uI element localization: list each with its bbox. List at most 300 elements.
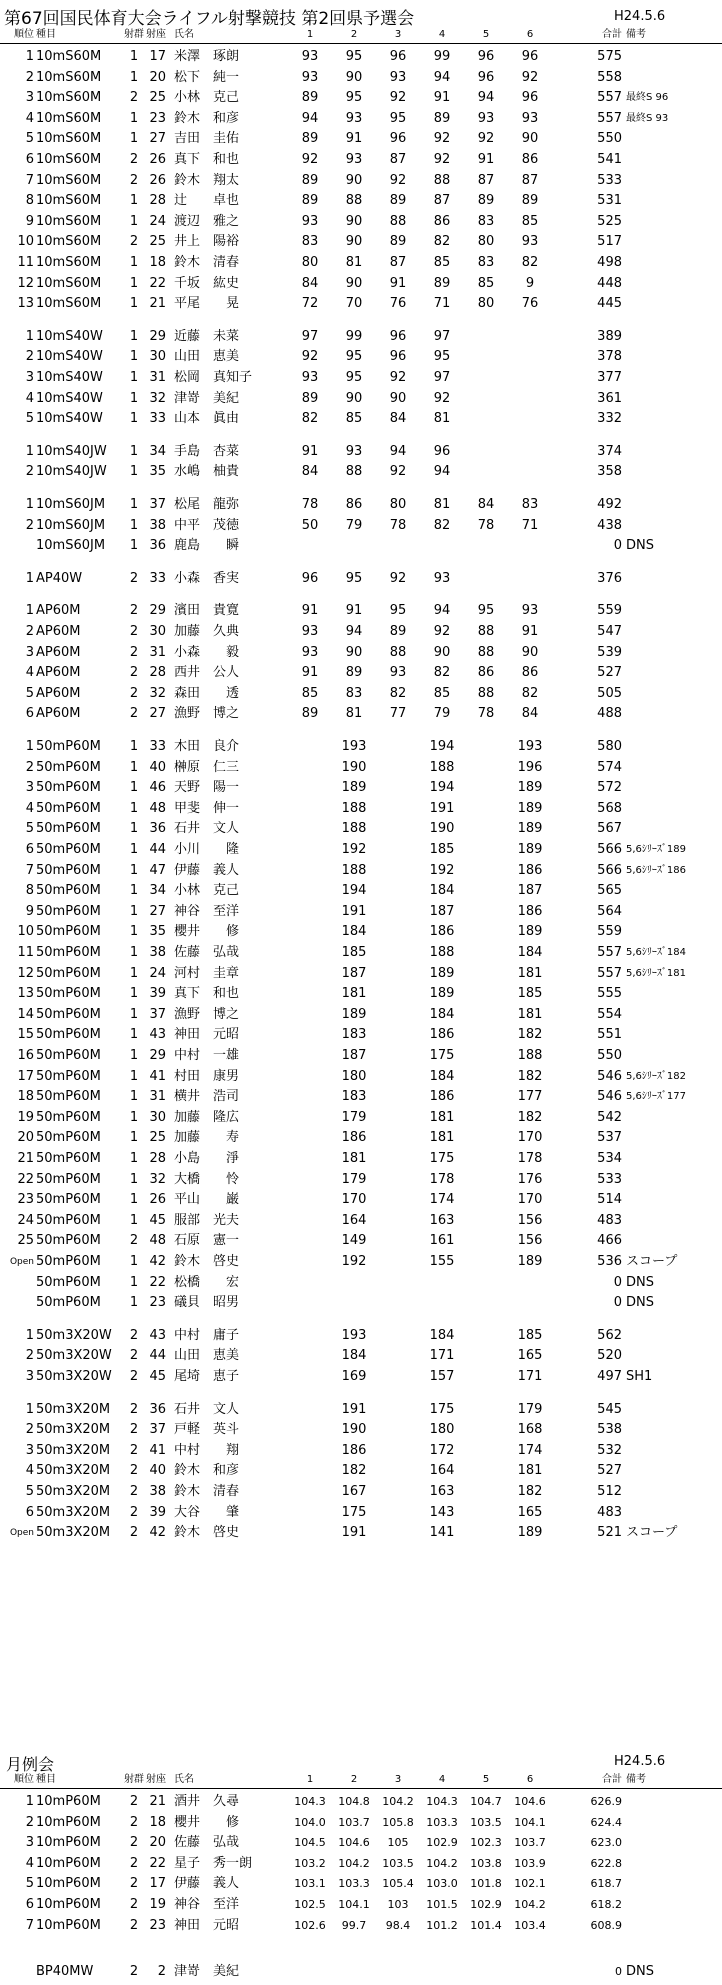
header-s1: 1 — [306, 1774, 314, 1785]
table-row — [0, 1211, 722, 1232]
cell-s2: 95 — [345, 370, 363, 385]
cell-s5: 91 — [477, 152, 495, 167]
cell-s2: 191 — [341, 1525, 367, 1541]
cell-lane: 20 — [149, 1835, 166, 1851]
header-s4: 4 — [438, 29, 446, 40]
cell-s4: 88 — [433, 172, 451, 188]
cell-name: 星子 秀一朗 — [174, 1855, 253, 1871]
cell-note: 5,6ｼﾘｰｽﾞ186 — [626, 864, 686, 876]
cell-s4: 186 — [429, 1089, 455, 1105]
cell-group: 1 — [129, 131, 139, 147]
table-row — [0, 1252, 722, 1273]
cell-event: 50mP60M — [36, 965, 101, 981]
cell-rank: 15 — [17, 1027, 34, 1043]
cell-s2: 187 — [341, 965, 367, 981]
cell-s4: 102.9 — [426, 1836, 458, 1850]
cell-s6: 178 — [517, 1151, 543, 1166]
cell-name: 加藤 久典 — [174, 624, 240, 639]
cell-group: 1 — [129, 443, 139, 459]
cell-s5: 80 — [477, 296, 495, 312]
cell-s6: 89 — [521, 193, 539, 209]
table-row — [0, 799, 722, 820]
cell-total: 575 — [597, 49, 622, 64]
cell-s4: 191 — [429, 800, 455, 816]
cell-s6: 189 — [517, 821, 543, 837]
cell-event: AP60M — [36, 706, 81, 722]
cell-s3: 103.5 — [382, 1856, 414, 1870]
cell-s6: 189 — [517, 1254, 543, 1269]
cell-s3: 95 — [389, 110, 407, 126]
monthly-section-title: 月例会 — [6, 1755, 55, 1774]
cell-rank: 11 — [17, 945, 34, 960]
cell-lane: 45 — [149, 1212, 166, 1228]
cell-event: 50mP60M — [36, 1151, 101, 1166]
cell-s2: 183 — [341, 1027, 367, 1043]
cell-rank: 1 — [25, 49, 34, 64]
table-row — [0, 984, 722, 1005]
cell-s6: 165 — [517, 1504, 543, 1520]
cell-s6: 187 — [517, 883, 543, 899]
cell-lane: 23 — [149, 110, 166, 126]
cell-name: 平山 巌 — [174, 1192, 240, 1208]
cell-s1: 94 — [301, 110, 319, 126]
cell-name: 手島 杏菜 — [174, 443, 240, 459]
cell-s6: 182 — [517, 1109, 543, 1125]
cell-group: 1 — [129, 69, 139, 85]
cell-s6: 90 — [521, 644, 539, 660]
table-row — [0, 347, 722, 368]
cell-s1: 104.3 — [294, 1795, 326, 1808]
cell-s4: 194 — [429, 739, 455, 754]
cell-event: 50mP60M — [36, 1192, 101, 1208]
table-row — [0, 1441, 722, 1462]
cell-s1: 82 — [301, 411, 319, 427]
cell-s6: 83 — [521, 497, 539, 512]
cell-total: 538 — [597, 1422, 622, 1438]
cell-s5: 89 — [477, 193, 495, 209]
cell-lane: 44 — [149, 842, 166, 857]
cell-s3: 93 — [389, 69, 407, 85]
cell-event: 50mP60M — [36, 1130, 101, 1146]
cell-s5: 102.3 — [470, 1836, 502, 1850]
cell-event: 10mS60M — [36, 69, 102, 85]
cell-event: 10mS40W — [36, 349, 103, 365]
cell-s4: 184 — [429, 883, 455, 899]
cell-lane: 31 — [149, 644, 166, 660]
cell-s1: 91 — [301, 443, 319, 459]
cell-event: 10mS60M — [36, 90, 102, 106]
cell-event: 10mP60M — [36, 1855, 101, 1871]
cell-s6: 189 — [517, 1525, 543, 1541]
table-row — [0, 1231, 722, 1252]
cell-name: 津嵜 美紀 — [174, 1964, 240, 1980]
cell-event: AP60M — [36, 665, 81, 681]
cell-group: 2 — [129, 1917, 139, 1933]
cell-s4: 184 — [429, 1068, 455, 1084]
cell-group: 1 — [129, 1048, 139, 1063]
cell-s4: 187 — [429, 903, 455, 919]
table-row — [0, 1895, 722, 1916]
cell-event: 50mP60M — [36, 780, 101, 796]
cell-s4: 186 — [429, 924, 455, 940]
cell-note: DNS — [626, 1295, 654, 1311]
cell-s2: 181 — [341, 1151, 367, 1166]
cell-lane: 29 — [149, 1048, 166, 1063]
cell-s2: 194 — [341, 883, 367, 899]
cell-s1: 92 — [301, 152, 319, 167]
cell-total: 555 — [597, 986, 622, 1002]
table-row — [0, 150, 722, 171]
cell-s6: 86 — [521, 152, 539, 167]
cell-s3: 92 — [389, 172, 407, 188]
cell-group: 1 — [129, 883, 139, 899]
cell-s5: 104.7 — [470, 1795, 502, 1808]
cell-group: 1 — [129, 1274, 139, 1290]
cell-total: 565 — [597, 883, 622, 899]
cell-lane: 17 — [149, 1876, 166, 1892]
cell-s2: 170 — [341, 1192, 367, 1208]
table-row — [0, 47, 722, 68]
cell-rank: 12 — [17, 275, 34, 291]
cell-s3: 94 — [389, 443, 407, 459]
cell-s2: 192 — [341, 842, 367, 857]
table-row — [0, 601, 722, 622]
cell-lane: 48 — [149, 1233, 166, 1249]
table-row — [0, 1833, 722, 1854]
cell-s2: 104.6 — [338, 1836, 370, 1850]
cell-name: 小森 毅 — [174, 644, 240, 660]
cell-lane: 26 — [149, 152, 166, 167]
cell-s6: 168 — [517, 1422, 543, 1438]
table-row — [0, 68, 722, 89]
cell-event: 50m3X20W — [36, 1327, 112, 1343]
table-row — [0, 1854, 722, 1875]
cell-s6: 181 — [517, 1463, 543, 1479]
cell-s4: 103.3 — [426, 1815, 458, 1829]
cell-s3: 92 — [389, 370, 407, 385]
cell-s2: 90 — [345, 390, 363, 406]
cell-event: 10mS40JW — [36, 464, 107, 480]
cell-total: 466 — [597, 1233, 622, 1249]
cell-s2: 179 — [341, 1109, 367, 1125]
cell-group: 2 — [129, 1855, 139, 1871]
cell-s4: 91 — [433, 90, 451, 106]
cell-event: 50mP60M — [36, 1233, 101, 1249]
cell-rank: 1 — [25, 603, 34, 619]
cell-event: 10mP60M — [36, 1876, 101, 1892]
cell-event: 10mS60M — [36, 110, 102, 126]
cell-rank: 6 — [25, 842, 34, 857]
cell-lane: 30 — [149, 624, 166, 639]
cell-total: 483 — [597, 1504, 622, 1520]
cell-total: 546 — [597, 1089, 622, 1105]
cell-event: 10mS60M — [36, 213, 102, 229]
cell-s6: 170 — [517, 1192, 543, 1208]
cell-s2: 89 — [345, 665, 363, 681]
cell-s6: 93 — [521, 110, 539, 126]
cell-total: 618.7 — [590, 1877, 622, 1891]
header-s5: 5 — [482, 1774, 490, 1785]
cell-total: 531 — [597, 193, 622, 209]
cell-event: 10mS60JM — [36, 497, 106, 512]
cell-group: 1 — [129, 275, 139, 291]
cell-s6: 91 — [521, 624, 539, 639]
cell-total: 0 — [615, 1965, 622, 1979]
cell-s4: 89 — [433, 275, 451, 291]
cell-s2: 183 — [341, 1089, 367, 1105]
cell-s2: 186 — [341, 1442, 367, 1458]
cell-name: 戸軽 英斗 — [174, 1422, 240, 1438]
cell-total: 566 — [597, 842, 622, 857]
cell-s6: 179 — [517, 1401, 543, 1417]
cell-name: 鈴木 翔太 — [174, 172, 240, 188]
header-s3: 3 — [394, 1774, 402, 1785]
cell-group: 1 — [129, 110, 139, 126]
cell-lane: 33 — [149, 570, 166, 586]
cell-total: 534 — [597, 1151, 622, 1166]
cell-s2: 193 — [341, 739, 367, 754]
cell-rank: 6 — [25, 1897, 34, 1912]
header-rank: 順位 — [14, 1774, 34, 1785]
table-row — [0, 389, 722, 410]
header-s3: 3 — [394, 29, 402, 40]
cell-event: 10mS60M — [36, 152, 102, 167]
cell-rank: 1 — [25, 570, 34, 586]
cell-rank: 9 — [25, 213, 34, 229]
cell-s5: 94 — [477, 90, 495, 106]
cell-s2: 104.8 — [338, 1795, 370, 1808]
cell-event: 50mP60M — [36, 883, 101, 899]
cell-total: 554 — [597, 1006, 622, 1022]
cell-rank: 1 — [25, 739, 34, 754]
cell-rank: 22 — [17, 1171, 34, 1187]
cell-group: 1 — [129, 538, 139, 554]
cell-group: 2 — [129, 1442, 139, 1458]
cell-note: SH1 — [626, 1369, 653, 1384]
cell-lane: 42 — [149, 1254, 166, 1269]
cell-s2: 193 — [341, 1327, 367, 1343]
cell-group: 1 — [129, 759, 139, 775]
cell-name: 佐藤 弘哉 — [174, 1835, 240, 1851]
cell-s4: 94 — [433, 464, 451, 480]
cell-group: 1 — [129, 296, 139, 312]
cell-s4: 174 — [429, 1192, 455, 1208]
cell-rank: 5 — [25, 1484, 34, 1499]
cell-total: 624.4 — [590, 1815, 622, 1829]
cell-s2: 93 — [345, 152, 363, 167]
cell-name: 小川 隆 — [174, 842, 240, 857]
cell-s4: 92 — [433, 152, 451, 167]
table-row — [0, 778, 722, 799]
cell-group: 1 — [129, 497, 139, 512]
cell-lane: 22 — [149, 1855, 166, 1871]
cell-total: 483 — [597, 1212, 622, 1228]
table-row — [0, 758, 722, 779]
cell-s3: 89 — [389, 234, 407, 250]
cell-rank: 4 — [25, 110, 34, 126]
cell-group: 2 — [129, 570, 139, 586]
page-date: H24.5.6 — [614, 9, 666, 24]
cell-event: 10mS60M — [36, 255, 102, 270]
cell-name: 米澤 琢朗 — [174, 49, 240, 64]
cell-group: 1 — [129, 903, 139, 919]
cell-total: 567 — [597, 821, 622, 837]
cell-event: 10mS60M — [36, 275, 102, 291]
cell-s5: 92 — [477, 131, 495, 147]
cell-lane: 25 — [149, 1130, 166, 1146]
table-row — [0, 1170, 722, 1191]
cell-name: 加藤 寿 — [174, 1130, 240, 1146]
table-row — [0, 294, 722, 315]
cell-s2: 180 — [341, 1068, 367, 1084]
cell-total: 623.0 — [590, 1836, 622, 1850]
cell-note: 5,6ｼﾘｰｽﾞ182 — [626, 1070, 686, 1082]
cell-s4: 172 — [429, 1442, 455, 1458]
cell-s2: 189 — [341, 1006, 367, 1022]
cell-rank: Open — [9, 1257, 34, 1267]
cell-s4: 189 — [429, 965, 455, 981]
cell-name: 伊藤 義人 — [174, 1876, 240, 1892]
table-row — [0, 622, 722, 643]
cell-lane: 23 — [149, 1295, 166, 1311]
cell-group: 1 — [129, 1254, 139, 1269]
cell-lane: 22 — [149, 275, 166, 291]
cell-event: 10mS60M — [36, 234, 102, 250]
cell-rank: 20 — [17, 1130, 34, 1146]
cell-total: 572 — [597, 780, 622, 796]
cell-name: 服部 光夫 — [174, 1212, 240, 1228]
table-row — [0, 1367, 722, 1388]
table-row — [0, 1792, 722, 1813]
table-row — [0, 495, 722, 516]
cell-group: 1 — [129, 1109, 139, 1125]
cell-rank: 1 — [25, 497, 34, 512]
table-row — [0, 1128, 722, 1149]
cell-s4: 94 — [433, 69, 451, 85]
cell-s4: 155 — [429, 1254, 455, 1269]
cell-lane: 37 — [149, 1422, 166, 1438]
header-event: 種目 — [36, 29, 56, 40]
cell-rank: 6 — [25, 706, 34, 722]
cell-s4: 184 — [429, 1006, 455, 1022]
header-group: 射群 — [124, 1774, 144, 1785]
cell-s4: 85 — [433, 255, 451, 270]
cell-rank: 16 — [17, 1048, 34, 1063]
cell-rank: 6 — [25, 1504, 34, 1520]
cell-lane: 40 — [149, 1463, 166, 1479]
cell-rank: 23 — [17, 1192, 34, 1208]
cell-s6: 85 — [521, 213, 539, 229]
cell-s3: 96 — [389, 49, 407, 64]
cell-s1: 93 — [301, 213, 319, 229]
cell-s1: 104.5 — [294, 1836, 326, 1850]
cell-group: 1 — [129, 328, 139, 344]
cell-total: 618.2 — [590, 1898, 622, 1911]
table-row — [0, 274, 722, 295]
cell-group: 1 — [129, 213, 139, 229]
table-row — [0, 964, 722, 985]
cell-name: 漁野 博之 — [174, 1006, 240, 1022]
cell-total: 568 — [597, 800, 622, 816]
cell-name: 大橋 怜 — [174, 1171, 240, 1187]
cell-s6: 87 — [521, 172, 539, 188]
table-row — [0, 1874, 722, 1895]
cell-s2: 186 — [341, 1130, 367, 1146]
cell-s6: 185 — [517, 986, 543, 1002]
cell-group: 2 — [129, 1484, 139, 1499]
cell-name: 木田 良介 — [174, 739, 240, 754]
cell-s1: 89 — [301, 131, 319, 147]
table-row — [0, 1046, 722, 1067]
cell-total: 445 — [597, 296, 622, 312]
cell-rank: 2 — [25, 1348, 34, 1364]
cell-s6: 181 — [517, 1006, 543, 1022]
cell-rank: 3 — [25, 1442, 34, 1458]
cell-s4: 190 — [429, 821, 455, 837]
cell-name: 吉田 圭佑 — [174, 131, 240, 147]
cell-event: 10mS60M — [36, 172, 102, 188]
cell-group: 1 — [129, 965, 139, 981]
table-row — [0, 881, 722, 902]
cell-lane: 22 — [149, 1274, 166, 1290]
cell-s6: 96 — [521, 90, 539, 106]
cell-s5: 78 — [477, 517, 495, 533]
cell-s2: 95 — [345, 570, 363, 586]
cell-name: 鈴木 和彦 — [174, 1463, 240, 1479]
cell-group: 2 — [129, 1504, 139, 1520]
cell-rank: 25 — [17, 1233, 34, 1249]
cell-lane: 28 — [149, 1151, 166, 1166]
cell-group: 1 — [129, 821, 139, 837]
cell-rank: 4 — [25, 390, 34, 406]
cell-lane: 35 — [149, 924, 166, 940]
cell-s4: 90 — [433, 644, 451, 660]
cell-total: 377 — [597, 370, 622, 385]
cell-s3: 80 — [389, 497, 407, 512]
cell-s6: 104.1 — [514, 1815, 546, 1829]
cell-lane: 24 — [149, 213, 166, 229]
cell-s6: 170 — [517, 1130, 543, 1146]
cell-event: 50mP60M — [36, 1274, 101, 1290]
cell-s6: 193 — [517, 739, 543, 754]
cell-event: 50mP60M — [36, 1109, 101, 1125]
cell-group: 1 — [129, 800, 139, 816]
table-row — [0, 442, 722, 463]
cell-s1: 72 — [301, 296, 319, 312]
cell-s2: 103.7 — [338, 1815, 370, 1829]
cell-s3: 84 — [389, 411, 407, 427]
cell-s4: 92 — [433, 624, 451, 639]
cell-rank: 19 — [17, 1109, 34, 1125]
cell-s4: 82 — [433, 665, 451, 681]
cell-total: 551 — [597, 1027, 622, 1043]
cell-s4: 101.5 — [426, 1898, 458, 1911]
cell-s5: 83 — [477, 255, 495, 270]
cell-lane: 25 — [149, 234, 166, 250]
cell-event: AP60M — [36, 603, 81, 619]
cell-group: 2 — [129, 1348, 139, 1364]
cell-s6: 189 — [517, 800, 543, 816]
cell-s1: 96 — [301, 570, 319, 586]
table-row — [0, 1326, 722, 1347]
cell-s2: 164 — [341, 1212, 367, 1228]
cell-rank: 11 — [17, 255, 34, 270]
cell-event: AP60M — [36, 624, 81, 639]
header-event: 種目 — [36, 1774, 56, 1785]
cell-total: 550 — [597, 1048, 622, 1063]
cell-name: 山本 眞由 — [174, 411, 240, 427]
cell-group: 2 — [129, 1422, 139, 1438]
